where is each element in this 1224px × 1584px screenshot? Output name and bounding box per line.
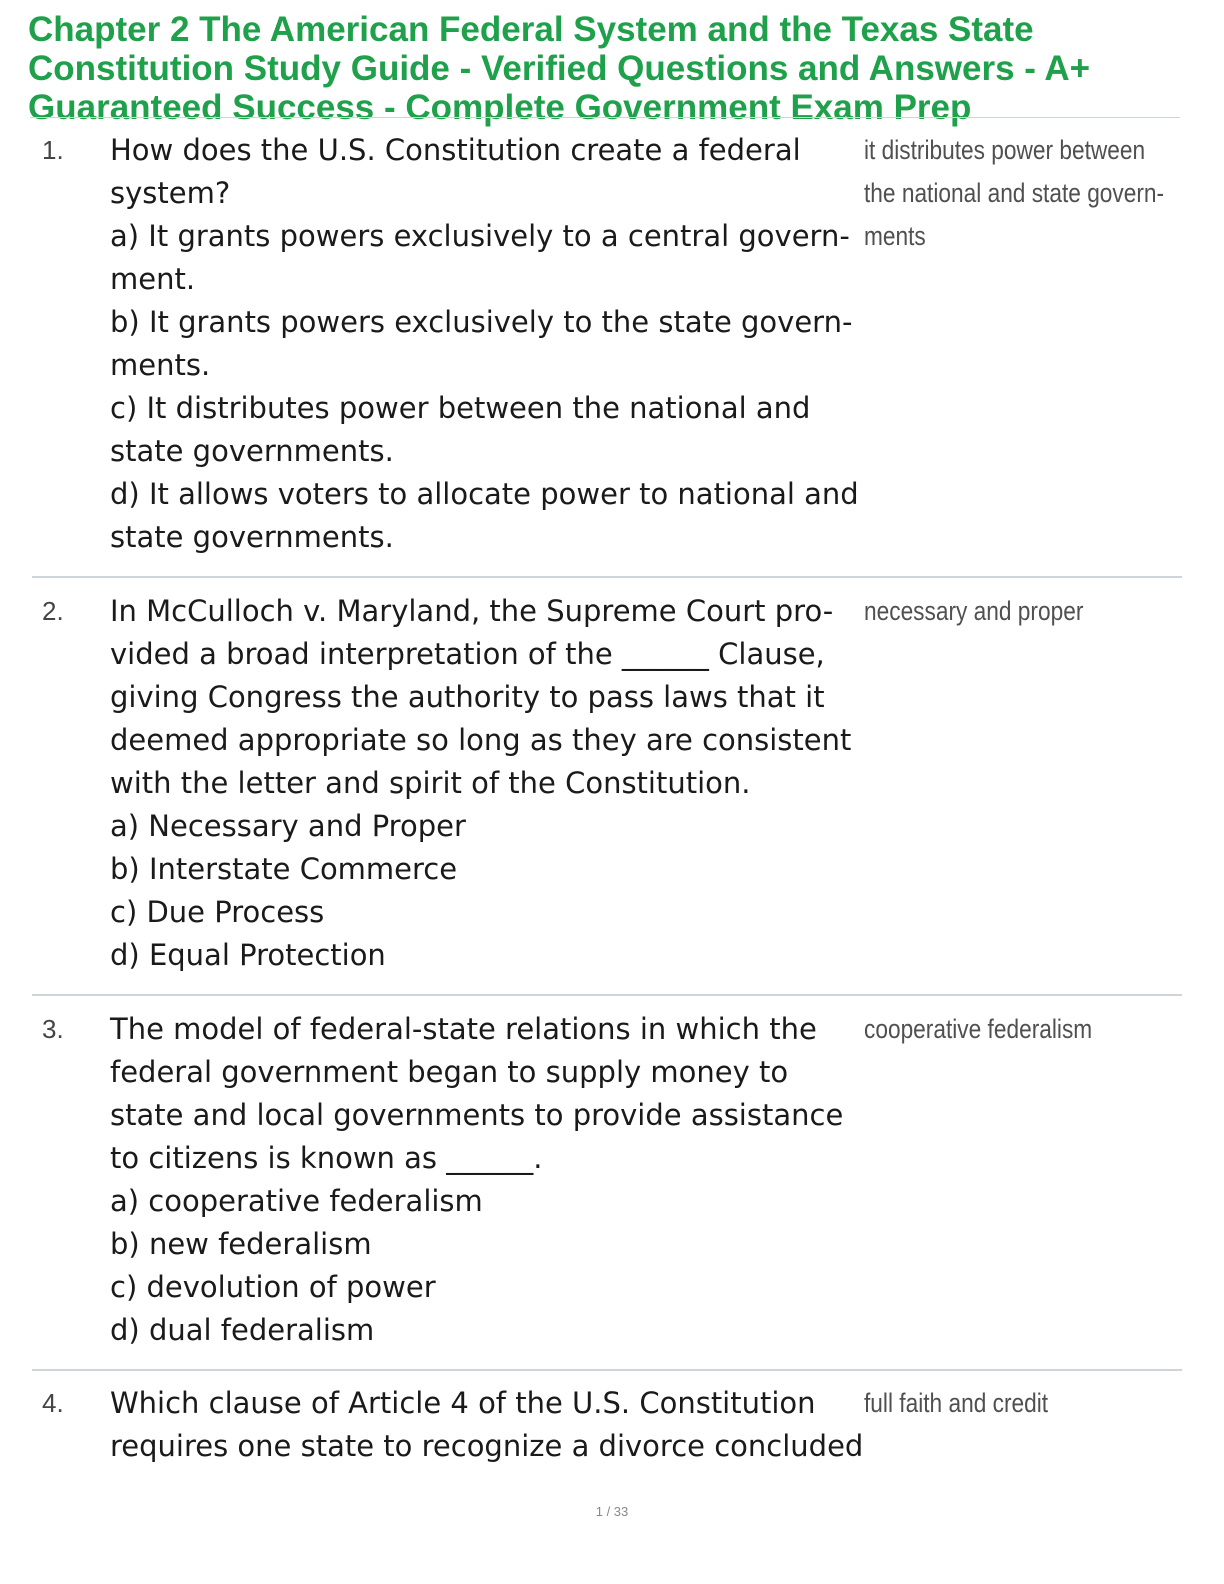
- question-body: [110, 129, 858, 559]
- title-divider: [30, 117, 1180, 118]
- answer-option-line: c) It distributes power between the national and: [110, 391, 811, 425]
- title-line: Chapter 2 The American Federal System and the Texas State: [28, 10, 1034, 49]
- correct-answer-line: the national and state govern-: [864, 178, 1165, 208]
- answer-option-line: ments.: [110, 348, 211, 382]
- answer-option-line: d) Equal Protection: [110, 938, 386, 972]
- answer-option-line: a) It grants powers exclusively to a central govern-: [110, 219, 850, 253]
- question-number: 3.: [42, 1014, 64, 1044]
- question-divider: [32, 576, 1182, 578]
- question-number: 4.: [42, 1388, 64, 1418]
- question-text-line: federal government began to supply money to: [110, 1055, 789, 1089]
- correct-answer: [864, 1382, 1116, 1425]
- question-body: [110, 1008, 858, 1352]
- answer-option-line: a) Necessary and Proper: [110, 809, 466, 843]
- question-text-line: Which clause of Article 4 of the U.S. Constitution: [110, 1386, 816, 1420]
- question-text-line: requires one state to recognize a divorce concluded: [110, 1429, 864, 1463]
- answer-option-line: d) dual federalism: [110, 1313, 375, 1347]
- question-text-line: In McCulloch v. Maryland, the Supreme Court pro-: [110, 594, 834, 628]
- correct-answer-line: cooperative federalism: [864, 1014, 1093, 1044]
- correct-answer-line: it distributes power between: [864, 135, 1146, 165]
- answer-option-line: c) devolution of power: [110, 1270, 436, 1304]
- title-line: Constitution Study Guide - Verified Questions and Answers - A+: [28, 49, 1091, 88]
- answer-option-line: b) Interstate Commerce: [110, 852, 458, 886]
- correct-answer-line: ments: [864, 221, 926, 251]
- question-text-line: giving Congress the authority to pass laws that it: [110, 680, 825, 714]
- answer-option-line: a) cooperative federalism: [110, 1184, 483, 1218]
- question-body: [110, 590, 858, 977]
- answer-option-line: ment.: [110, 262, 196, 296]
- question-text-line: The model of federal-state relations in which the: [110, 1012, 817, 1046]
- question-text-line: state and local governments to provide assistance: [110, 1098, 844, 1132]
- question-text-line: to citizens is known as ______.: [110, 1141, 543, 1175]
- title-line: Guaranteed Success - Complete Government Exam Prep: [28, 88, 972, 127]
- question-text-line: vided a broad interpretation of the ______ Clause,: [110, 637, 825, 671]
- correct-answer-line: full faith and credit: [864, 1388, 1049, 1418]
- correct-answer-line: necessary and proper: [864, 596, 1084, 626]
- page-indicator: 1 / 33: [595, 1504, 629, 1519]
- question-divider: [32, 994, 1182, 996]
- document-title: [28, 10, 1188, 127]
- question-number: 2.: [42, 596, 64, 626]
- correct-answer: [864, 590, 1116, 633]
- correct-answer: [864, 1008, 1116, 1051]
- question-text-line: with the letter and spirit of the Constitution.: [110, 766, 751, 800]
- answer-option-line: d) It allows voters to allocate power to national and: [110, 477, 859, 511]
- question-text-line: How does the U.S. Constitution create a federal: [110, 133, 801, 167]
- answer-option-line: state governments.: [110, 434, 394, 468]
- correct-answer: [864, 129, 1165, 258]
- question-text-line: system?: [110, 176, 231, 210]
- question-number: 1.: [42, 135, 64, 165]
- answer-option-line: c) Due Process: [110, 895, 325, 929]
- question-text-line: deemed appropriate so long as they are consistent: [110, 723, 852, 757]
- question-divider: [32, 1369, 1182, 1371]
- answer-option-line: state governments.: [110, 520, 394, 554]
- answer-option-line: b) new federalism: [110, 1227, 372, 1261]
- question-body: [110, 1382, 864, 1468]
- answer-option-line: b) It grants powers exclusively to the state govern-: [110, 305, 853, 339]
